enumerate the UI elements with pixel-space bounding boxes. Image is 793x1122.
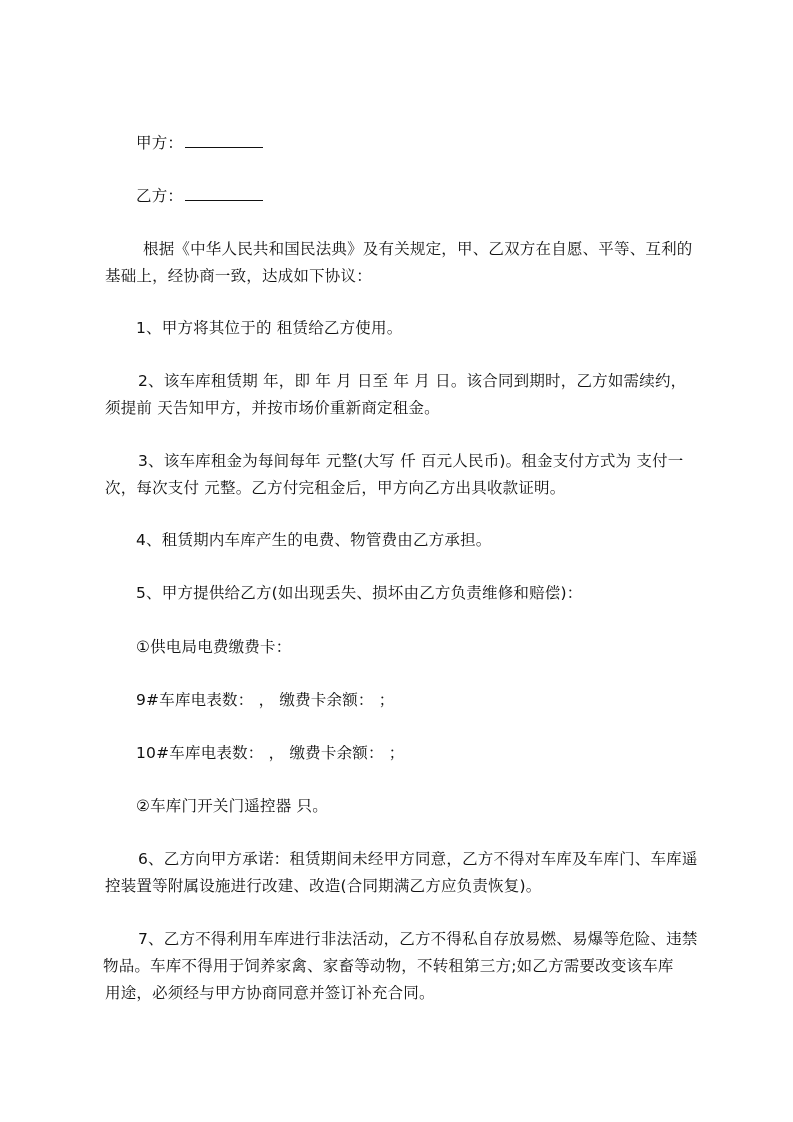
- clause-7-line-2: 物品。车库不得用于饲养家禽、家畜等动物，不转租第三方;如乙方需要改变该车库: [103, 957, 674, 975]
- party-a-line: [136, 133, 263, 153]
- clause-2-line-2: 须提前 天告知甲方，并按市场价重新商定租金。: [105, 399, 440, 417]
- preamble-line-1: 根据《中华人民共和国民法典》及有关规定，甲、乙双方在自愿、平等、互利的: [143, 240, 693, 258]
- clause-3-line-2: 次，每次支付 元整。乙方付完租金后，甲方向乙方出具收款证明。: [105, 479, 566, 497]
- party-b-line: [136, 186, 263, 206]
- clause-3-line-1: 3、该车库租金为每间每年 元整(大写 仟 百元人民币)。租金支付方式为 支付一: [138, 452, 684, 470]
- item-electric-card: ①供电局电费缴费卡：: [136, 638, 292, 656]
- garage-10-meter-line: 10#车库电表数： ， 缴费卡余额： ；: [136, 744, 405, 762]
- clause-5-line-1: 5、甲方提供给乙方(如出现丢失、损坏由乙方负责维修和赔偿)：: [136, 584, 583, 602]
- clause-7-line-1: 7、乙方不得利用车库进行非法活动，乙方不得私自存放易燃、易爆等危险、违禁: [138, 930, 698, 948]
- party-a-blank: [185, 133, 263, 148]
- party-b-label: 乙方：: [136, 187, 184, 205]
- preamble-line-2: 基础上，经协商一致，达成如下协议：: [105, 267, 372, 285]
- party-b-blank: [185, 186, 263, 201]
- clause-7-line-3: 用途，必须经与甲方协商同意并签订补充合同。: [105, 984, 435, 1002]
- clause-1-line-1: 1、甲方将其位于的 租赁给乙方使用。: [136, 319, 403, 337]
- garage-9-meter-line: 9#车库电表数： ， 缴费卡余额： ；: [136, 691, 395, 709]
- party-a-label: 甲方：: [136, 134, 184, 152]
- clause-4-line-1: 4、租赁期内车库产生的电费、物管费由乙方承担。: [136, 531, 492, 549]
- clause-2-line-1: 2、该车库租赁期 年，即 年 月 日至 年 月 日。该合同到期时，乙方如需续约，: [138, 372, 687, 390]
- clause-6-line-1: 6、乙方向甲方承诺：租赁期间未经甲方同意，乙方不得对车库及车库门、车库遥: [138, 850, 698, 868]
- item-remote-control: ②车库门开关门遥控器 只。: [136, 797, 328, 815]
- clause-6-line-2: 控装置等附属设施进行改建、改造(合同期满乙方应负责恢复)。: [105, 877, 542, 895]
